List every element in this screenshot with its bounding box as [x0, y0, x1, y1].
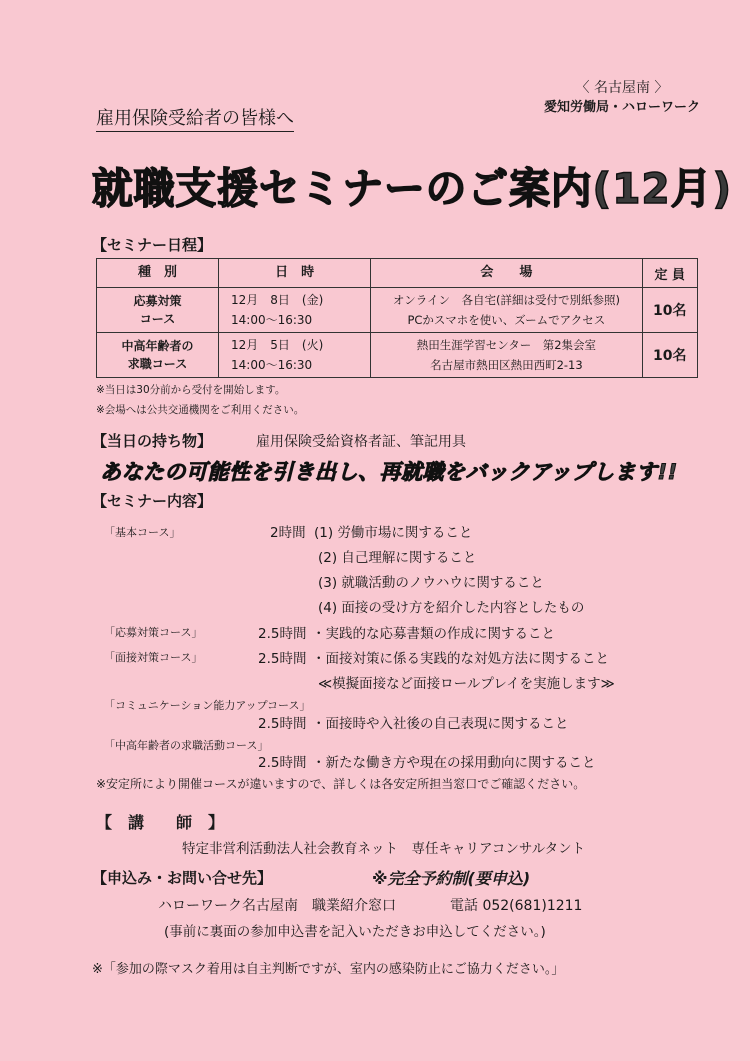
course-type-line1: 応募対策	[133, 294, 182, 308]
venue-line2: 名古屋市熱田区熱田西町2-13	[430, 358, 583, 372]
contact-phone: 電話 052(681)1211	[450, 898, 583, 914]
session-date: 12月 8日 (金)	[231, 293, 324, 307]
course-type-line2: 求職コース	[127, 357, 188, 371]
org-branch: 〈 名古屋南 〉	[575, 80, 669, 96]
course-name-senior: 「中高年齢者の求職活動コース」	[104, 739, 269, 752]
schedule-heading: 【セミナー日程】	[92, 236, 213, 254]
belongings-heading: 【当日の持ち物】	[92, 432, 213, 450]
venue-line1: オンライン 各自宅(詳細は受付で別紙参照)	[392, 293, 620, 307]
basic-item-2: (2) 自己理解に関すること	[318, 550, 477, 566]
basic-item-4: (4) 面接の受け方を紹介した内容としたもの	[318, 600, 585, 616]
basic-item-1: (1) 労働市場に関すること	[314, 525, 473, 541]
instructor-text: 特定非営利活動法人社会教育ネット 専任キャリアコンサルタント	[182, 841, 586, 857]
mask-note: ※「参加の際マスク着用は自主判断ですが、室内の感染防止にご協力ください。」	[92, 962, 565, 977]
belongings-text: 雇用保険受給資格者証、筆記用具	[256, 434, 466, 450]
datetime-cell	[219, 333, 371, 378]
course-hours-application: 2.5時間	[258, 626, 307, 642]
course-name-interview: 「面接対策コース」	[104, 651, 203, 664]
course-hours-senior: 2.5時間	[258, 755, 307, 771]
course-hours-interview: 2.5時間	[258, 651, 307, 667]
column-header-capacity: 定 員	[642, 259, 697, 288]
course-type-cell	[97, 333, 219, 378]
venue-line1: 熱田生涯学習センター 第2集会室	[416, 338, 597, 352]
table-header-row	[97, 259, 698, 288]
course-desc-interview: ・面接対策に係る実践的な対処方法に関すること	[312, 651, 609, 667]
reception-note: ※当日は30分前から受付を開始します。	[96, 384, 286, 396]
course-hours-basic: 2時間	[270, 525, 306, 541]
column-header-datetime: 日 時	[219, 259, 371, 288]
session-time: 14:00〜16:30	[231, 313, 313, 327]
application-instruction: (事前に裏面の参加申込書を記入いただきお申込してください。)	[164, 924, 546, 940]
venue-cell	[371, 333, 642, 378]
schedule-table	[96, 258, 698, 378]
course-desc-senior: ・新たな働き方や現在の採用動向に関すること	[312, 755, 596, 771]
reservation-note: ※完全予約制(要申込)	[372, 869, 531, 888]
org-name: 愛知労働局・ハローワーク	[543, 100, 700, 115]
course-name-basic: 「基本コース」	[104, 526, 181, 539]
instructor-heading: 【 講 師 】	[96, 813, 225, 832]
course-type-cell	[97, 288, 219, 333]
basic-item-3: (3) 就職活動のノウハウに関すること	[318, 575, 544, 591]
table-row	[97, 288, 698, 333]
contact-office: ハローワーク名古屋南 職業紹介窓口	[158, 898, 396, 914]
course-type-line2: コース	[139, 312, 176, 326]
transport-note: ※会場へは公共交通機関をご利用ください。	[96, 404, 305, 416]
organization-block	[544, 78, 700, 118]
column-header-venue: 会 場	[371, 259, 642, 288]
course-name-communication: 「コミュニケーション能力アップコース」	[104, 699, 311, 712]
greeting: 雇用保険受給者の皆様へ	[96, 104, 294, 132]
contact-heading: 【申込み・お問い合せ先】	[92, 869, 273, 887]
datetime-cell	[219, 288, 371, 333]
venue-cell	[371, 288, 642, 333]
course-desc-communication: ・面接時や入社後の自己表現に関すること	[312, 716, 569, 732]
page-title: 就職支援セミナーのご案内(12月)	[92, 164, 733, 213]
session-date: 12月 5日 (火)	[231, 338, 324, 352]
catchphrase: あなたの可能性を引き出し、再就職をバックアップします!!	[100, 460, 678, 484]
column-header-type: 種 別	[97, 259, 219, 288]
course-type-line1: 中高年齢者の	[121, 339, 194, 353]
venue-line2: PCかスマホを使い、ズームでアクセス	[407, 313, 606, 327]
course-hours-communication: 2.5時間	[258, 716, 307, 732]
capacity-cell: 10名	[642, 333, 697, 378]
course-availability-note: ※安定所により開催コースが違いますので、詳しくは各安定所担当窓口でご確認ください。	[96, 777, 586, 791]
course-sub-interview: ≪模擬面接など面接ロールプレイを実施します≫	[318, 676, 615, 692]
course-desc-application: ・実践的な応募書類の作成に関すること	[312, 626, 555, 642]
session-time: 14:00〜16:30	[231, 358, 313, 372]
table-row	[97, 333, 698, 378]
capacity-cell: 10名	[642, 288, 697, 333]
course-name-application: 「応募対策コース」	[104, 626, 203, 639]
contents-heading: 【セミナー内容】	[92, 492, 213, 510]
